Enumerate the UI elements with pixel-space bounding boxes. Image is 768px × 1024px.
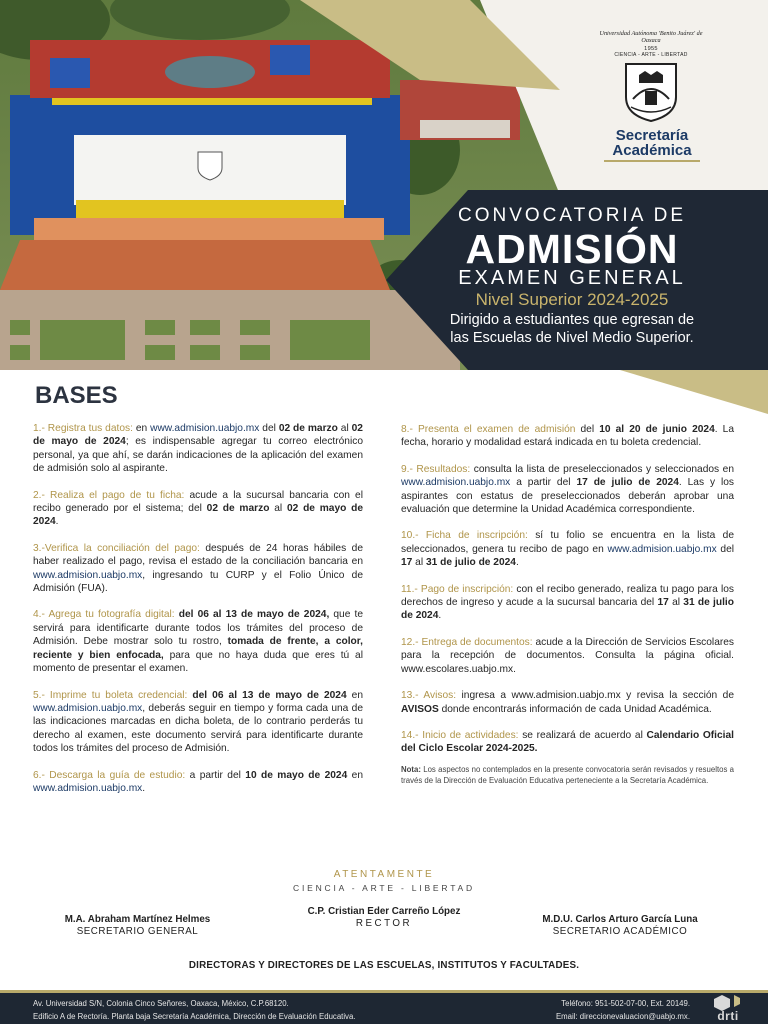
signer-role: SECRETARIO ACADÉMICO [552, 925, 688, 937]
closing-motto: CIENCIA - ARTE - LIBERTAD [293, 883, 475, 893]
footer [0, 990, 768, 1024]
hero-section [0, 0, 768, 370]
logo-motto: CIENCIA - ARTE - LIBERTAD [614, 51, 688, 58]
base-item-13: 13.- Avisos: ingresa a www.admision.uabjo.mx y revisa la sección de AVISOS donde encontrarás información de cada Unidad Académica. [401, 690, 734, 715]
closing-atentamente: ATENTAMENTE [333, 869, 435, 880]
banner-dirigido: Dirigido a estudiantes que egresan de las Escuelas de Nivel Medio Superior. [449, 312, 695, 347]
admision-link[interactable]: www.admision.uabjo.mx [33, 782, 143, 794]
signer-role: SECRETARIO GENERAL [76, 925, 199, 937]
admision-link[interactable]: www.admision.uabjo.mx [607, 543, 717, 555]
drti-logo [708, 993, 748, 1023]
base-item-12: 12.- Entrega de documentos: acude a la Dirección de Servicios Escolares para la recepción de documentos. Consulta la página oficial. www.escolares.uabjo.mx. [401, 636, 735, 675]
base-item-3: 3.-Verifica la conciliación del pago: después de 24 horas hábiles de haber realizado el pago, revisa el estado de la conciliación bancaria en www.admision.uabjo.mx, ingresando tu CURP y el Folio Único de Admisión (FUA). [33, 542, 363, 595]
footer-contact [556, 997, 690, 1023]
signer-name: M.D.U. Carlos Arturo García Luna [542, 914, 698, 925]
base-item-1: 1.- Registra tus datos: en www.admision.uabjo.mx del 02 de marzo al 02 de mayo de 2024; es indispensable agregar tu correo electrónico personal, ya que ahí, se darán indicaciones de la aplicación del examen de admisión solo al aspirante. [33, 423, 363, 475]
base-item-4: 4.- Agrega tu fotografía digital: del 06 al 13 de mayo de 2024, que te servirá para identificarte durante todos los trámites del proceso de Admisión. Debe mostrar solo tu rostro, tomada de frente, a color, reciente y bien enfocada, para que no haya duda que eres tú al momento de presentar el examen. [33, 609, 363, 675]
admision-link[interactable]: www.admision.uabjo.mx [33, 702, 143, 714]
base-item-6: 6.- Descarga la guía de estudio: a partir del 10 de mayo de 2024 en www.admision.uabjo.mx. [33, 769, 363, 794]
footer-address: Av. Universidad S/N, Colonia Cinco Señores, Oaxaca, México, C.P.68120. Edificio A de Rectoría. Planta baja Secretaría Académica, Dirección de Evaluación Educativa. [33, 999, 356, 1021]
admision-link[interactable]: www.admision.uabjo.mx [150, 423, 260, 434]
secretaria-academica-logo [600, 128, 704, 162]
university-name: Universidad Autónoma 'Benito Juárez' de Oaxaca [599, 30, 703, 45]
bases-title: BASES [35, 382, 118, 409]
founded-year: 1955 [644, 45, 658, 52]
base-item-14: 14.- Inicio de actividades: se realizará de acuerdo al Calendario Oficial del Ciclo Escolar 2024-2025. [401, 729, 734, 755]
banner-examen-general: EXAMEN GENERAL [458, 267, 686, 289]
base-item-5: 5.- Imprime tu boleta credencial: del 06 al 13 de mayo de 2024 en www.admision.uabjo.mx, deberás seguir en tiempo y forma cada una de las indicaciones marcadas en dicha boleta, de lo contrario perderás tu derecho al examen, este documento servirá para identificarte durante todos los trámites del proceso de Admisión. [33, 689, 363, 755]
signature-secretario-general [40, 914, 235, 937]
admision-link[interactable]: www.admision.uabjo.mx [401, 477, 511, 489]
gold-accent-triangle [620, 370, 768, 414]
base-item-11: 11.- Pago de inscripción: con el recibo generado, realiza tu pago para los derechos de ingreso y acude a la sucursal bancaria del 17 al 31 de julio de 2024. [401, 583, 734, 622]
footer-email[interactable]: Email: direccionevaluacion@uabjo.mx. [555, 1012, 690, 1021]
banner-admision: ADMISIÓN [465, 226, 679, 272]
note-text: Nota: Los aspectos no contemplados en la presente convocatoria serán revisados y resueltos a través de la Dirección de Evaluación Educativa perteneciente a la Secretaría Académica. [401, 764, 734, 785]
university-logo [596, 30, 706, 123]
banner-convocatoria: CONVOCATORIA DE [458, 205, 686, 226]
base-item-10: 10.- Ficha de inscripción: sí tu folio se encuentra en la lista de seleccionados, genera tu recibo de pago en www.admision.uabjo.mx del 17 al 31 de julio de 2024. [401, 530, 734, 569]
base-item-9: 9.- Resultados: consulta la lista de preseleccionados y seleccionados en www.admision.uabjo.mx a partir del 17 de julio de 2024. Las y los aspirantes con estatus de preseleccionados deberán aprobar una evaluación que determine la Unidad Académica correspondiente. [401, 463, 735, 516]
university-shield-icon [623, 61, 679, 123]
signature-rector [279, 906, 489, 929]
signer-role: RECTOR [355, 917, 413, 929]
signature-secretario-academico [520, 914, 720, 937]
signer-name: C.P. Cristian Eder Carreño López [307, 906, 461, 917]
bases-left-column [33, 422, 363, 808]
footer-phone: Teléfono: 951-502-07-00, Ext. 20149. [561, 999, 690, 1008]
department-line1: Secretaría [615, 127, 689, 144]
signer-name: M.A. Abraham Martínez Helmes [64, 914, 211, 925]
directors-line: DIRECTORAS Y DIRECTORES DE LAS ESCUELAS, INSTITUTOS Y FACULTADES. [188, 960, 580, 971]
bases-right-column [401, 423, 734, 786]
department-line2: Académica [612, 142, 692, 159]
drti-brand-text: drti [717, 1009, 739, 1023]
base-item-8: 8.- Presenta el examen de admisión del 10 al 20 de junio 2024. La fecha, horario y modalidad estará indicada en tu boleta credencial. [401, 424, 734, 449]
admision-link[interactable]: www.admision.uabjo.mx [33, 569, 143, 581]
banner-nivel-superior: Nivel Superior 2024-2025 [475, 290, 669, 309]
base-item-2: 2.- Realiza el pago de tu ficha: acude a la sucursal bancaria con el recibo generado por el sistema; del 02 de marzo al 02 de mayo de 2024. [33, 489, 364, 528]
